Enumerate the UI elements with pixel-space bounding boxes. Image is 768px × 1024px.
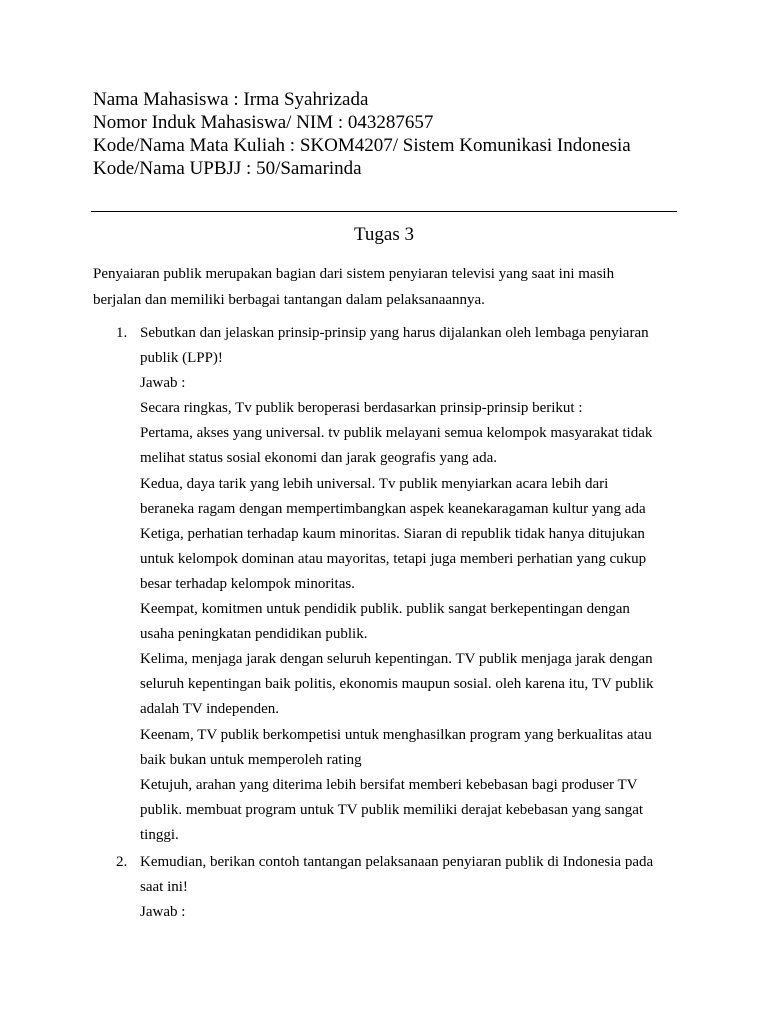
- text-line: Keempat, komitmen untuk pendidik publik. publik sangat berkepentingan dengan: [140, 601, 630, 618]
- text-line: besar terhadap kelompok minoritas.: [140, 575, 355, 592]
- upbjj-code: Kode/Nama UPBJJ : 50/Samarinda: [93, 158, 362, 179]
- text-line: baik bukan untuk memperoleh rating: [140, 751, 362, 768]
- question-number: 1.: [116, 325, 128, 341]
- text-line: tinggi.: [140, 826, 179, 843]
- intro-paragraph: [93, 262, 683, 313]
- text-line: Ketujuh, arahan yang diterima lebih bersifat memberi kebebasan bagi produser TV: [140, 776, 638, 793]
- intro-line: berjalan dan memiliki berbagai tantangan dalam pelaksanaannya.: [93, 291, 485, 308]
- answer-label: Jawab :: [140, 375, 186, 392]
- text-line: saat ini!: [140, 879, 188, 896]
- question-text: [140, 321, 685, 848]
- text-line: publik (LPP)!: [140, 350, 223, 367]
- text-line: Secara ringkas, Tv publik beroperasi berdasarkan prinsip-prinsip berikut :: [140, 400, 583, 417]
- course-code: Kode/Nama Mata Kuliah : SKOM4207/ Sistem Komunikasi Indonesia: [93, 135, 631, 156]
- answer-label: Jawab :: [140, 904, 186, 921]
- text-line: seluruh kepentingan baik politis, ekonomis maupun sosial. oleh karena itu, TV publik: [140, 676, 654, 693]
- text-line: publik. membuat program untuk TV publik memiliki derajat kebebasan yang sangat: [140, 801, 644, 818]
- text-line: Kedua, daya tarik yang lebih universal. Tv publik menyiarkan acara lebih dari: [140, 475, 609, 492]
- text-line: usaha peningkatan pendidikan publik.: [140, 626, 368, 643]
- text-line: adalah TV independen.: [140, 701, 279, 718]
- text-line: Kelima, menjaga jarak dengan seluruh kepentingan. TV publik menjaga jarak dengan: [140, 651, 653, 668]
- question-text: [140, 850, 685, 925]
- horizontal-divider: [91, 211, 677, 212]
- text-line: Keenam, TV publik berkompetisi untuk menghasilkan program yang berkualitas atau: [140, 726, 652, 743]
- student-info-header: [93, 88, 693, 180]
- question-number: 2.: [116, 854, 128, 870]
- assignment-title: Tugas 3: [353, 224, 414, 245]
- text-line: Sebutkan dan jelaskan prinsip-prinsip yang harus dijalankan oleh lembaga penyiaran: [140, 325, 649, 341]
- student-name: Nama Mahasiswa : Irma Syahrizada: [93, 89, 369, 110]
- student-nim: Nomor Induk Mahasiswa/ NIM : 043287657: [93, 112, 434, 133]
- intro-line: Penyaiaran publik merupakan bagian dari sistem penyiaran televisi yang saat ini masih: [93, 266, 615, 282]
- text-line: melihat status sosial ekonomi dan jarak geografis yang ada.: [140, 450, 497, 467]
- text-line: Kemudian, berikan contoh tantangan pelaksanaan penyiaran publik di Indonesia pada: [140, 854, 654, 870]
- text-line: Ketiga, perhatian terhadap kaum minoritas. Siaran di republik tidak hanya ditujukan: [140, 525, 645, 542]
- text-line: untuk kelompok dominan atau mayoritas, tetapi juga memberi perhatian yang cukup: [140, 550, 647, 567]
- text-line: beraneka ragam dengan mempertimbangkan aspek keanekaragaman kultur yang ada: [140, 500, 646, 517]
- text-line: Pertama, akses yang universal. tv publik melayani semua kelompok masyarakat tidak: [140, 425, 653, 442]
